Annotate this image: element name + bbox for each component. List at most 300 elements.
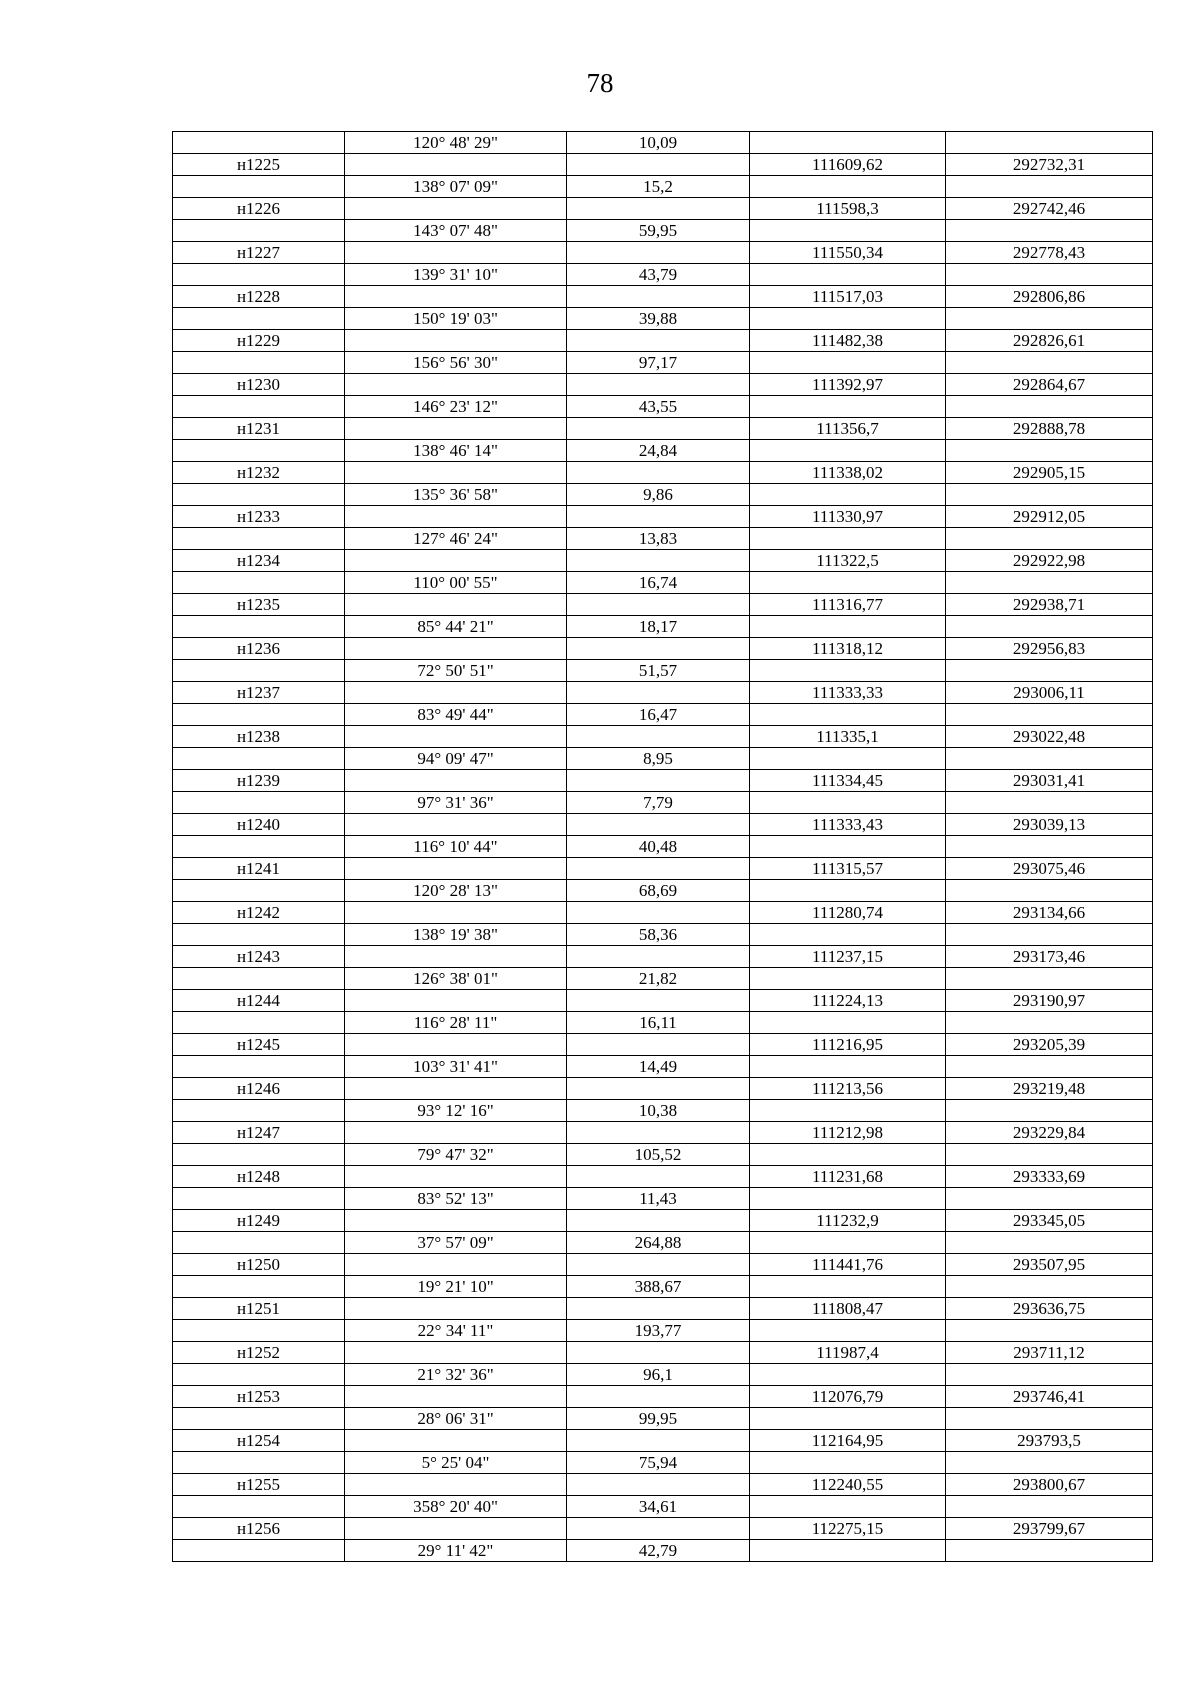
direction-angle-cell: 5° 25' 04" (345, 1452, 567, 1474)
x-coordinate-cell (750, 572, 946, 594)
table-row (173, 1166, 1153, 1188)
distance-cell (567, 638, 750, 660)
x-coordinate-cell (750, 1540, 946, 1562)
y-coordinate-cell: 292922,98 (946, 550, 1153, 572)
y-coordinate-cell (946, 1100, 1153, 1122)
table-row (173, 1298, 1153, 1320)
table-row (173, 396, 1153, 418)
table-row (173, 1210, 1153, 1232)
x-coordinate-cell: 111224,13 (750, 990, 946, 1012)
point-id-cell: н1243 (173, 946, 345, 968)
y-coordinate-cell (946, 660, 1153, 682)
x-coordinate-cell (750, 396, 946, 418)
table-row (173, 748, 1153, 770)
point-id-cell (173, 176, 345, 198)
distance-cell (567, 418, 750, 440)
distance-cell: 105,52 (567, 1144, 750, 1166)
y-coordinate-cell: 293031,41 (946, 770, 1153, 792)
direction-angle-cell (345, 418, 567, 440)
point-id-cell: н1229 (173, 330, 345, 352)
direction-angle-cell: 110° 00' 55" (345, 572, 567, 594)
direction-angle-cell (345, 462, 567, 484)
x-coordinate-cell (750, 176, 946, 198)
point-id-cell: н1248 (173, 1166, 345, 1188)
point-id-cell (173, 748, 345, 770)
x-coordinate-cell: 111335,1 (750, 726, 946, 748)
x-coordinate-cell (750, 528, 946, 550)
direction-angle-cell (345, 1078, 567, 1100)
page-number: 78 (586, 68, 614, 98)
y-coordinate-cell (946, 1496, 1153, 1518)
distance-cell: 264,88 (567, 1232, 750, 1254)
table-row (173, 1342, 1153, 1364)
point-id-cell: н1234 (173, 550, 345, 572)
x-coordinate-cell: 111231,68 (750, 1166, 946, 1188)
x-coordinate-cell (750, 1408, 946, 1430)
distance-cell: 96,1 (567, 1364, 750, 1386)
distance-cell: 97,17 (567, 352, 750, 374)
x-coordinate-cell: 111987,4 (750, 1342, 946, 1364)
table-row (173, 968, 1153, 990)
direction-angle-cell: 85° 44' 21" (345, 616, 567, 638)
y-coordinate-cell: 293800,67 (946, 1474, 1153, 1496)
distance-cell (567, 374, 750, 396)
direction-angle-cell (345, 1254, 567, 1276)
y-coordinate-cell: 293636,75 (946, 1298, 1153, 1320)
y-coordinate-cell: 292778,43 (946, 242, 1153, 264)
y-coordinate-cell (946, 308, 1153, 330)
direction-angle-cell: 135° 36' 58" (345, 484, 567, 506)
x-coordinate-cell: 111808,47 (750, 1298, 946, 1320)
point-id-cell: н1249 (173, 1210, 345, 1232)
x-coordinate-cell: 111609,62 (750, 154, 946, 176)
direction-angle-cell: 120° 28' 13" (345, 880, 567, 902)
distance-cell: 16,11 (567, 1012, 750, 1034)
distance-cell (567, 550, 750, 572)
distance-cell (567, 154, 750, 176)
distance-cell: 39,88 (567, 308, 750, 330)
x-coordinate-cell (750, 792, 946, 814)
table-row (173, 682, 1153, 704)
x-coordinate-cell: 111482,38 (750, 330, 946, 352)
x-coordinate-cell: 111392,97 (750, 374, 946, 396)
y-coordinate-cell: 292938,71 (946, 594, 1153, 616)
distance-cell (567, 1166, 750, 1188)
direction-angle-cell: 143° 07' 48" (345, 220, 567, 242)
x-coordinate-cell: 112076,79 (750, 1386, 946, 1408)
y-coordinate-cell (946, 924, 1153, 946)
y-coordinate-cell: 293173,46 (946, 946, 1153, 968)
point-id-cell: н1253 (173, 1386, 345, 1408)
y-coordinate-cell (946, 264, 1153, 286)
direction-angle-cell: 150° 19' 03" (345, 308, 567, 330)
distance-cell: 193,77 (567, 1320, 750, 1342)
direction-angle-cell (345, 1166, 567, 1188)
point-id-cell: н1244 (173, 990, 345, 1012)
x-coordinate-cell: 112240,55 (750, 1474, 946, 1496)
point-id-cell (173, 880, 345, 902)
direction-angle-cell (345, 198, 567, 220)
point-id-cell (173, 1408, 345, 1430)
distance-cell: 18,17 (567, 616, 750, 638)
point-id-cell: н1255 (173, 1474, 345, 1496)
x-coordinate-cell (750, 1364, 946, 1386)
distance-cell (567, 814, 750, 836)
point-id-cell: н1226 (173, 198, 345, 220)
direction-angle-cell: 116° 10' 44" (345, 836, 567, 858)
direction-angle-cell (345, 1430, 567, 1452)
point-id-cell: н1256 (173, 1518, 345, 1540)
table-row (173, 1100, 1153, 1122)
x-coordinate-cell (750, 308, 946, 330)
distance-cell: 21,82 (567, 968, 750, 990)
distance-cell (567, 1122, 750, 1144)
direction-angle-cell (345, 242, 567, 264)
direction-angle-cell (345, 1122, 567, 1144)
y-coordinate-cell (946, 572, 1153, 594)
y-coordinate-cell: 293229,84 (946, 1122, 1153, 1144)
point-id-cell (173, 396, 345, 418)
distance-cell (567, 1210, 750, 1232)
table-row (173, 902, 1153, 924)
distance-cell: 10,09 (567, 132, 750, 154)
x-coordinate-cell (750, 1012, 946, 1034)
point-id-cell: н1250 (173, 1254, 345, 1276)
table-row (173, 550, 1153, 572)
point-id-cell: н1245 (173, 1034, 345, 1056)
direction-angle-cell (345, 858, 567, 880)
distance-cell (567, 286, 750, 308)
point-id-cell: н1237 (173, 682, 345, 704)
table-row (173, 1078, 1153, 1100)
y-coordinate-cell: 293075,46 (946, 858, 1153, 880)
y-coordinate-cell (946, 176, 1153, 198)
direction-angle-cell: 139° 31' 10" (345, 264, 567, 286)
point-id-cell (173, 1276, 345, 1298)
distance-cell: 42,79 (567, 1540, 750, 1562)
x-coordinate-cell (750, 1100, 946, 1122)
x-coordinate-cell: 111517,03 (750, 286, 946, 308)
direction-angle-cell: 94° 09' 47" (345, 748, 567, 770)
y-coordinate-cell (946, 132, 1153, 154)
point-id-cell (173, 440, 345, 462)
point-id-cell: н1236 (173, 638, 345, 660)
point-id-cell (173, 220, 345, 242)
table-row (173, 880, 1153, 902)
direction-angle-cell (345, 902, 567, 924)
distance-cell: 40,48 (567, 836, 750, 858)
x-coordinate-cell (750, 968, 946, 990)
point-id-cell (173, 792, 345, 814)
x-coordinate-cell: 111213,56 (750, 1078, 946, 1100)
x-coordinate-cell (750, 880, 946, 902)
point-id-cell (173, 132, 345, 154)
table-row (173, 594, 1153, 616)
direction-angle-cell: 146° 23' 12" (345, 396, 567, 418)
point-id-cell (173, 1100, 345, 1122)
distance-cell (567, 682, 750, 704)
distance-cell (567, 242, 750, 264)
table-row (173, 1540, 1153, 1562)
x-coordinate-cell (750, 660, 946, 682)
y-coordinate-cell: 293507,95 (946, 1254, 1153, 1276)
table-row (173, 154, 1153, 176)
y-coordinate-cell: 293219,48 (946, 1078, 1153, 1100)
table-row (173, 1430, 1153, 1452)
table-row (173, 528, 1153, 550)
direction-angle-cell: 116° 28' 11" (345, 1012, 567, 1034)
direction-angle-cell: 21° 32' 36" (345, 1364, 567, 1386)
y-coordinate-cell (946, 440, 1153, 462)
point-id-cell (173, 1540, 345, 1562)
y-coordinate-cell: 293345,05 (946, 1210, 1153, 1232)
point-id-cell (173, 836, 345, 858)
distance-cell (567, 1298, 750, 1320)
direction-angle-cell (345, 770, 567, 792)
direction-angle-cell: 138° 46' 14" (345, 440, 567, 462)
x-coordinate-cell (750, 1452, 946, 1474)
table-row (173, 616, 1153, 638)
y-coordinate-cell (946, 836, 1153, 858)
table-row (173, 1034, 1153, 1056)
x-coordinate-cell (750, 132, 946, 154)
table-row (173, 1474, 1153, 1496)
direction-angle-cell (345, 1298, 567, 1320)
table-row (173, 330, 1153, 352)
y-coordinate-cell (946, 1540, 1153, 1562)
direction-angle-cell (345, 550, 567, 572)
y-coordinate-cell (946, 528, 1153, 550)
distance-cell (567, 902, 750, 924)
coordinates-table (172, 131, 1153, 1562)
direction-angle-cell (345, 506, 567, 528)
point-id-cell: н1241 (173, 858, 345, 880)
table-row (173, 308, 1153, 330)
point-id-cell (173, 616, 345, 638)
x-coordinate-cell (750, 748, 946, 770)
y-coordinate-cell: 293190,97 (946, 990, 1153, 1012)
x-coordinate-cell: 112164,95 (750, 1430, 946, 1452)
y-coordinate-cell (946, 396, 1153, 418)
table-row (173, 506, 1153, 528)
table-row (173, 726, 1153, 748)
distance-cell (567, 1474, 750, 1496)
x-coordinate-cell: 111318,12 (750, 638, 946, 660)
x-coordinate-cell: 111334,45 (750, 770, 946, 792)
distance-cell: 8,95 (567, 748, 750, 770)
point-id-cell (173, 264, 345, 286)
direction-angle-cell (345, 1474, 567, 1496)
direction-angle-cell: 138° 07' 09" (345, 176, 567, 198)
direction-angle-cell: 83° 52' 13" (345, 1188, 567, 1210)
direction-angle-cell: 29° 11' 42" (345, 1540, 567, 1562)
point-id-cell (173, 1496, 345, 1518)
point-id-cell: н1232 (173, 462, 345, 484)
y-coordinate-cell (946, 704, 1153, 726)
point-id-cell: н1233 (173, 506, 345, 528)
table-row (173, 836, 1153, 858)
table-row (173, 352, 1153, 374)
distance-cell: 24,84 (567, 440, 750, 462)
distance-cell (567, 1386, 750, 1408)
distance-cell (567, 770, 750, 792)
x-coordinate-cell: 111280,74 (750, 902, 946, 924)
x-coordinate-cell: 111330,97 (750, 506, 946, 528)
y-coordinate-cell: 292905,15 (946, 462, 1153, 484)
distance-cell: 59,95 (567, 220, 750, 242)
direction-angle-cell (345, 594, 567, 616)
distance-cell (567, 1078, 750, 1100)
y-coordinate-cell (946, 616, 1153, 638)
distance-cell (567, 1254, 750, 1276)
point-id-cell (173, 1232, 345, 1254)
x-coordinate-cell (750, 836, 946, 858)
distance-cell: 15,2 (567, 176, 750, 198)
point-id-cell (173, 1188, 345, 1210)
distance-cell (567, 1034, 750, 1056)
distance-cell: 58,36 (567, 924, 750, 946)
point-id-cell: н1227 (173, 242, 345, 264)
point-id-cell (173, 572, 345, 594)
point-id-cell (173, 528, 345, 550)
direction-angle-cell: 19° 21' 10" (345, 1276, 567, 1298)
y-coordinate-cell: 292956,83 (946, 638, 1153, 660)
y-coordinate-cell: 292864,67 (946, 374, 1153, 396)
distance-cell: 14,49 (567, 1056, 750, 1078)
point-id-cell (173, 968, 345, 990)
table-row (173, 924, 1153, 946)
y-coordinate-cell (946, 1408, 1153, 1430)
direction-angle-cell: 120° 48' 29" (345, 132, 567, 154)
direction-angle-cell (345, 1342, 567, 1364)
y-coordinate-cell (946, 1012, 1153, 1034)
table-row (173, 176, 1153, 198)
table-row (173, 374, 1153, 396)
y-coordinate-cell (946, 880, 1153, 902)
x-coordinate-cell: 111598,3 (750, 198, 946, 220)
point-id-cell (173, 1056, 345, 1078)
table-row (173, 792, 1153, 814)
x-coordinate-cell (750, 484, 946, 506)
x-coordinate-cell: 111550,34 (750, 242, 946, 264)
direction-angle-cell (345, 1210, 567, 1232)
x-coordinate-cell (750, 704, 946, 726)
distance-cell: 51,57 (567, 660, 750, 682)
x-coordinate-cell (750, 1496, 946, 1518)
direction-angle-cell (345, 286, 567, 308)
table-row (173, 242, 1153, 264)
x-coordinate-cell: 111216,95 (750, 1034, 946, 1056)
point-id-cell (173, 308, 345, 330)
table-row (173, 198, 1153, 220)
y-coordinate-cell (946, 748, 1153, 770)
direction-angle-cell (345, 1518, 567, 1540)
table-row (173, 1144, 1153, 1166)
point-id-cell: н1246 (173, 1078, 345, 1100)
point-id-cell: н1242 (173, 902, 345, 924)
point-id-cell: н1247 (173, 1122, 345, 1144)
table-row (173, 990, 1153, 1012)
y-coordinate-cell: 292826,61 (946, 330, 1153, 352)
distance-cell: 10,38 (567, 1100, 750, 1122)
x-coordinate-cell: 111338,02 (750, 462, 946, 484)
point-id-cell: н1225 (173, 154, 345, 176)
table-row (173, 440, 1153, 462)
table-row (173, 946, 1153, 968)
table-row (173, 1254, 1153, 1276)
point-id-cell (173, 1364, 345, 1386)
distance-cell (567, 858, 750, 880)
direction-angle-cell: 72° 50' 51" (345, 660, 567, 682)
table-row (173, 1188, 1153, 1210)
table-row (173, 660, 1153, 682)
y-coordinate-cell (946, 352, 1153, 374)
direction-angle-cell: 138° 19' 38" (345, 924, 567, 946)
direction-angle-cell (345, 1034, 567, 1056)
x-coordinate-cell: 111441,76 (750, 1254, 946, 1276)
y-coordinate-cell (946, 968, 1153, 990)
y-coordinate-cell (946, 220, 1153, 242)
x-coordinate-cell (750, 220, 946, 242)
distance-cell: 43,79 (567, 264, 750, 286)
distance-cell: 7,79 (567, 792, 750, 814)
distance-cell (567, 330, 750, 352)
x-coordinate-cell (750, 616, 946, 638)
distance-cell (567, 594, 750, 616)
x-coordinate-cell (750, 924, 946, 946)
y-coordinate-cell (946, 1056, 1153, 1078)
point-id-cell (173, 352, 345, 374)
direction-angle-cell: 93° 12' 16" (345, 1100, 567, 1122)
y-coordinate-cell: 292912,05 (946, 506, 1153, 528)
y-coordinate-cell (946, 1452, 1153, 1474)
direction-angle-cell: 97° 31' 36" (345, 792, 567, 814)
distance-cell (567, 462, 750, 484)
direction-angle-cell: 126° 38' 01" (345, 968, 567, 990)
direction-angle-cell: 37° 57' 09" (345, 1232, 567, 1254)
y-coordinate-cell: 292888,78 (946, 418, 1153, 440)
x-coordinate-cell (750, 1188, 946, 1210)
distance-cell (567, 946, 750, 968)
y-coordinate-cell: 293793,5 (946, 1430, 1153, 1452)
table-row (173, 704, 1153, 726)
y-coordinate-cell (946, 1276, 1153, 1298)
table-row (173, 858, 1153, 880)
direction-angle-cell: 103° 31' 41" (345, 1056, 567, 1078)
point-id-cell: н1228 (173, 286, 345, 308)
x-coordinate-cell: 111316,77 (750, 594, 946, 616)
distance-cell (567, 726, 750, 748)
distance-cell: 75,94 (567, 1452, 750, 1474)
direction-angle-cell: 22° 34' 11" (345, 1320, 567, 1342)
distance-cell: 13,83 (567, 528, 750, 550)
x-coordinate-cell: 111237,15 (750, 946, 946, 968)
x-coordinate-cell (750, 1320, 946, 1342)
x-coordinate-cell (750, 1276, 946, 1298)
y-coordinate-cell: 293205,39 (946, 1034, 1153, 1056)
point-id-cell (173, 704, 345, 726)
table-row (173, 1122, 1153, 1144)
distance-cell (567, 1342, 750, 1364)
table-row (173, 1232, 1153, 1254)
point-id-cell: н1240 (173, 814, 345, 836)
table-row (173, 1386, 1153, 1408)
distance-cell (567, 198, 750, 220)
y-coordinate-cell: 293799,67 (946, 1518, 1153, 1540)
y-coordinate-cell: 292806,86 (946, 286, 1153, 308)
distance-cell (567, 1518, 750, 1540)
distance-cell: 43,55 (567, 396, 750, 418)
